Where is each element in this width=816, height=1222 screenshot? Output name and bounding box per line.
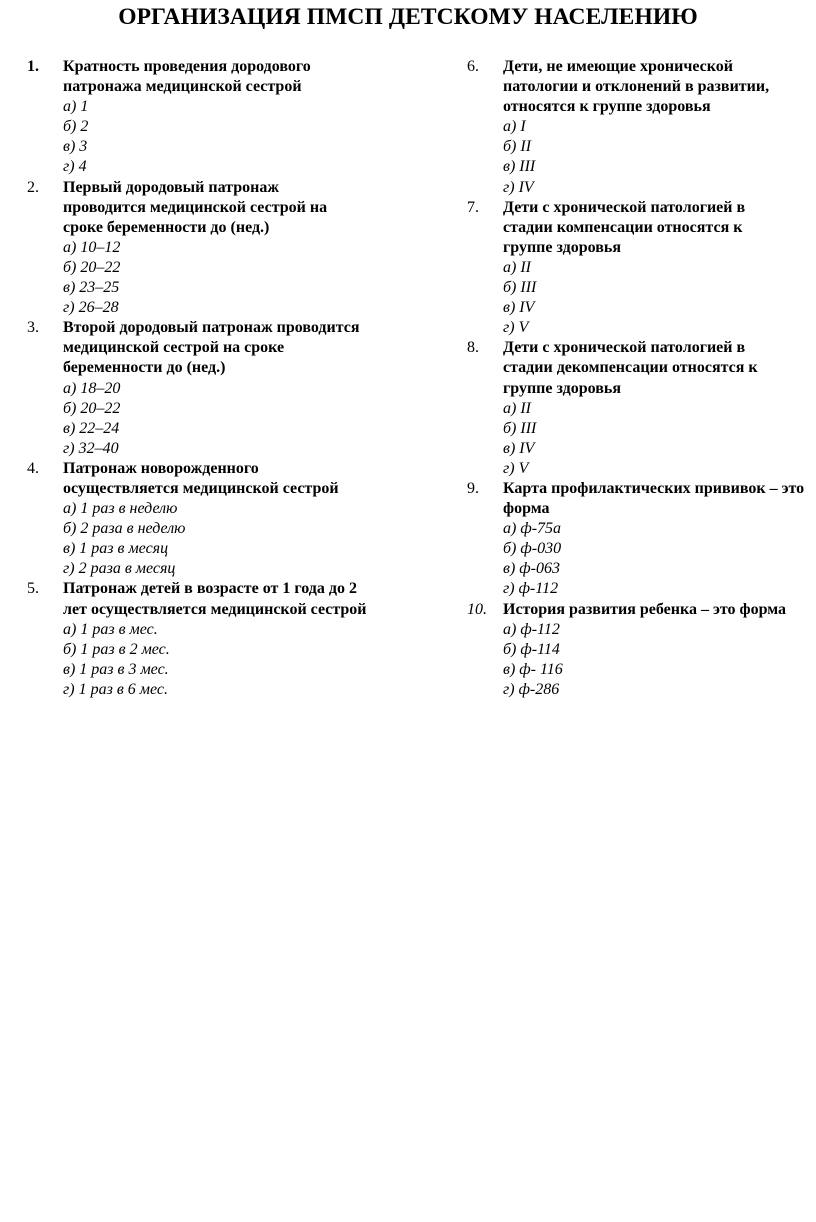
question-text: Дети с хронической патологией в стадии декомпенсации относятся к группе здоровья — [503, 339, 758, 397]
answer-option-b: б) ф-030 — [503, 540, 562, 558]
answer-options — [503, 620, 813, 700]
question-number: 6. — [467, 58, 479, 75]
question-text: Дети с хронической патологией в стадии компенсации относятся к группе здоровья — [503, 198, 746, 256]
answer-option-a: а) 18–20 — [63, 379, 121, 397]
answer-option-b: б) 20–22 — [63, 399, 121, 417]
answer-option-a: а) 1 раз в мес. — [63, 620, 158, 638]
answer-options — [63, 499, 399, 579]
answer-option-d: г) V — [503, 319, 529, 337]
left-question-column — [27, 57, 399, 700]
answer-option-b: б) 20–22 — [63, 258, 121, 276]
answer-option-a: а) ф-75а — [503, 520, 562, 538]
answer-option-d: г) 2 раза в месяц — [63, 560, 176, 578]
answer-option-b: б) II — [503, 138, 532, 156]
answer-option-d: г) 4 — [63, 158, 87, 176]
answer-option-d: г) ф-286 — [503, 680, 560, 698]
question-number: 4. — [27, 459, 39, 477]
question-text: История развития ребенка – это форма — [503, 600, 787, 618]
question-number: 8. — [467, 339, 479, 357]
answer-options — [63, 379, 399, 459]
question-4 — [27, 459, 399, 580]
answer-option-c: в) IV — [503, 439, 535, 457]
answer-options — [503, 117, 813, 197]
question-number: 10. — [467, 600, 487, 618]
answer-option-b: б) 1 раз в 2 мес. — [63, 640, 170, 658]
question-number: 9. — [467, 479, 479, 497]
answer-option-d: г) 32–40 — [63, 439, 119, 457]
answer-option-d: г) 26–28 — [63, 299, 119, 317]
question-3 — [27, 318, 399, 459]
right-question-column — [467, 57, 813, 700]
question-text: Второй дородовый патронаж проводится медицинской сестрой на сроке беременности до (нед.) — [63, 319, 360, 377]
answer-option-c: в) 22–24 — [63, 419, 120, 437]
answer-option-b: б) III — [503, 419, 537, 437]
page-title: ОРГАНИЗАЦИЯ ПМСП ДЕТСКОМУ НАСЕЛЕНИЮ — [118, 4, 698, 30]
answer-option-b: б) ф-114 — [503, 640, 560, 658]
answer-option-b: б) 2 — [63, 118, 89, 136]
question-6 — [467, 57, 813, 198]
answer-option-d: г) V — [503, 459, 529, 477]
answer-option-c: в) III — [503, 158, 536, 176]
question-9 — [467, 479, 813, 600]
question-number: 7. — [467, 198, 479, 216]
answer-option-b: б) III — [503, 279, 537, 297]
answer-options — [63, 238, 399, 318]
question-2 — [27, 178, 399, 319]
question-number: 2. — [27, 178, 39, 196]
answer-option-c: в) ф-063 — [503, 560, 560, 578]
answer-option-d: г) 1 раз в 6 мес. — [63, 680, 168, 698]
question-text: Патронаж новорожденного осуществляется медицинской сестрой — [63, 459, 339, 497]
answer-options — [503, 399, 813, 479]
answer-option-a: а) 1 раз в неделю — [63, 500, 178, 518]
answer-options — [503, 258, 813, 338]
answer-option-c: в) 1 раз в 3 мес. — [63, 660, 169, 678]
question-text: Кратность проведения дородового патронажа медицинской сестрой — [63, 58, 311, 96]
answer-option-c: в) IV — [503, 299, 535, 317]
answer-options — [503, 519, 813, 599]
question-1 — [27, 57, 399, 178]
question-text: Патронаж детей в возрасте от 1 года до 2 лет осуществляется медицинской сестрой — [63, 580, 367, 618]
answer-option-a: а) 1 — [63, 98, 89, 116]
question-8 — [467, 338, 813, 479]
answer-option-c: в) ф- 116 — [503, 660, 563, 678]
answer-option-a: а) ф-112 — [503, 620, 560, 638]
question-number: 1. — [27, 58, 39, 75]
answer-option-d: г) IV — [503, 178, 534, 196]
question-text: Первый дородовый патронаж проводится медицинской сестрой на сроке беременности до (нед.) — [63, 178, 328, 236]
question-text: Дети, не имеющие хронической патологии и отклонений в развитии, относятся к группе здоровья — [503, 58, 770, 116]
answer-options — [63, 620, 399, 700]
answer-option-a: а) I — [503, 118, 526, 136]
answer-option-c: в) 1 раз в месяц — [63, 540, 169, 558]
question-7 — [467, 198, 813, 339]
answer-option-c: в) 23–25 — [63, 279, 120, 297]
answer-option-a: а) II — [503, 399, 531, 417]
answer-option-a: а) 10–12 — [63, 238, 121, 256]
answer-option-c: в) 3 — [63, 138, 88, 156]
answer-option-d: г) ф-112 — [503, 580, 559, 598]
question-10 — [467, 600, 813, 700]
question-5 — [27, 579, 399, 700]
question-number: 5. — [27, 580, 39, 598]
answer-option-a: а) II — [503, 258, 531, 276]
answer-option-b: б) 2 раза в неделю — [63, 520, 186, 538]
question-text: Карта профилактических прививок – это форма — [503, 479, 805, 518]
answer-options — [63, 97, 399, 177]
question-number: 3. — [27, 319, 39, 337]
